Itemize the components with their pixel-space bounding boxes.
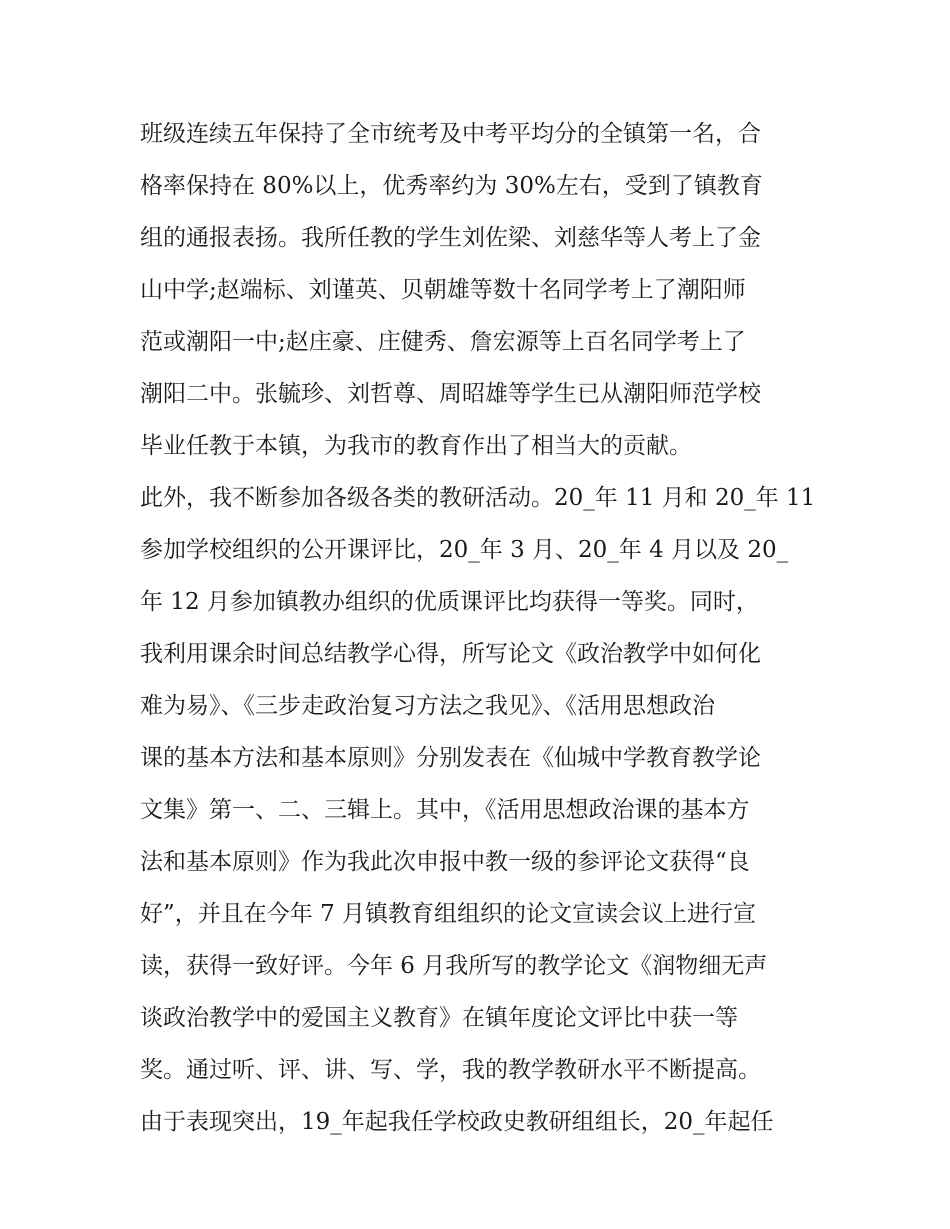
text-line: 年 12 月参加镇教办组织的优质课评比均获得一等奖。同时， <box>140 589 759 615</box>
text-line: 文集》第一、二、三辑上。其中，《活用思想政治课的基本方 <box>140 797 750 823</box>
body-text <box>140 108 830 1148</box>
text-line: 参加学校组织的公开课评比，20_年 3 月、20_年 4 月以及 20_ <box>140 537 789 563</box>
text-line: 格率保持在 80%以上，优秀率约为 30%左右，受到了镇教育 <box>140 173 763 199</box>
text-line: 奖。通过听、评、讲、写、学，我的教学教研水平不断提高。 <box>140 1057 761 1083</box>
text-line: 由于表现突出，19_年起我任学校政史教研组组长，20_年起任 <box>140 1109 774 1135</box>
text-line: 好”，并且在今年 7 月镇教育组组织的论文宣读会议上进行宣 <box>140 901 757 927</box>
text-line: 读，获得一致好评。今年 6 月我所写的教学论文《润物细无声 <box>140 953 768 979</box>
text-line: 潮阳二中。张毓珍、刘哲尊、周昭雄等学生已从潮阳师范学校 <box>140 381 761 407</box>
text-line: 范或潮阳一中;赵庄豪、庄健秀、詹宏源等上百名同学考上了 <box>140 329 746 355</box>
text-line: 山中学;赵端标、刘谨英、贝朝雄等数十名同学考上了潮阳师 <box>140 277 746 303</box>
text-line: 难为易》、《三步走政治复习方法之我见》、《活用思想政治 <box>140 693 715 719</box>
text-line: 谈政治教学中的爱国主义教育》在镇年度论文评比中获一等 <box>140 1005 738 1031</box>
text-line: 班级连续五年保持了全市统考及中考平均分的全镇第一名，合 <box>140 121 761 147</box>
text-line: 我利用课余时间总结教学心得，所写论文《政治教学中如何化 <box>140 641 761 667</box>
text-line: 毕业任教于本镇，为我市的教育作出了相当大的贡献。 <box>140 433 692 459</box>
text-line: 组的通报表扬。我所任教的学生刘佐梁、刘慈华等人考上了金 <box>140 225 761 251</box>
text-line: 此外，我不断参加各级各类的教研活动。20_年 11 月和 20_年 11 <box>140 485 816 511</box>
text-line: 法和基本原则》作为我此次申报中教一级的参评论文获得“良 <box>140 849 750 875</box>
text-line: 课的基本方法和基本原则》分别发表在《仙城中学教育教学论 <box>140 745 761 771</box>
